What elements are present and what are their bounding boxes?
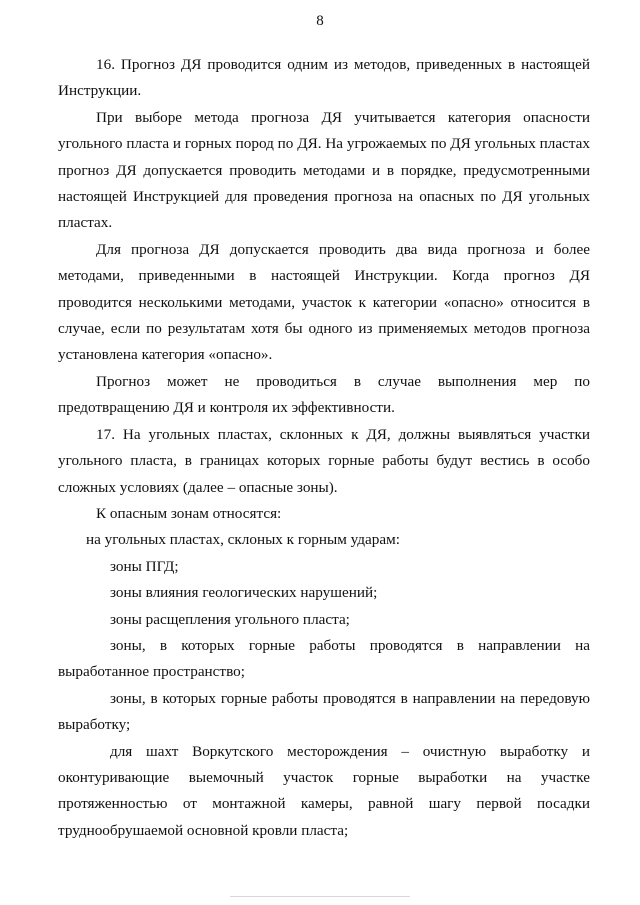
document-body: [58, 52, 590, 844]
bottom-divider: [230, 896, 410, 897]
list-item-pgd-zones: зоны ПГД;: [110, 557, 179, 575]
paragraph-multiple-methods: Для прогноза ДЯ допускается проводить два вида прогноза и более методами, приведенными в настоящей Инструкции. Когда прогноз ДЯ проводится несколькими методами, участок к категории «опасно» относится в случае, если по результатам хотя бы одного из применяемых методов прогноза установлена категория «опасно».: [58, 240, 590, 364]
paragraph-dangerous-zones-intro: К опасным зонам относятся:: [96, 504, 282, 522]
list-item-advance-working: зоны, в которых горные работы проводятся в направлении на передовую выработку;: [58, 689, 590, 734]
paragraph-rockburst-seams: на угольных пластах, склоных к горным ударам:: [86, 531, 400, 549]
list-item-geological-faults: зоны влияния геологических нарушений;: [110, 584, 378, 602]
paragraph-no-forecast: Прогноз может не проводиться в случае выполнения мер по предотвращению ДЯ и контроля их эффективности.: [58, 372, 590, 417]
page-number: 8: [316, 13, 324, 29]
paragraph-16: 16. Прогноз ДЯ проводится одним из методов, приведенных в настоящей Инструкции.: [58, 56, 590, 100]
list-item-vorkuta-mines: для шахт Воркутского месторождения – очистную выработку и оконтуривающие выемочный участок горные выработки на участке протяженностью от монтажной камеры, равной шагу первой посадки труднообрушаемой основной кровли пласта;: [58, 742, 590, 839]
list-item-worked-out-space: зоны, в которых горные работы проводятся в направлении на выработанное пространство;: [58, 636, 590, 681]
paragraph-method-choice: При выборе метода прогноза ДЯ учитывается категория опасности угольного пласта и горных пород по ДЯ. На угрожаемых по ДЯ угольных пластах прогноз ДЯ допускается проводить методами и в порядке, предусмотренными настоящей Инструкцией для проведения прогноза на опасных по ДЯ угольных пластах.: [58, 108, 590, 232]
paragraph-17: 17. На угольных пластах, склонных к ДЯ, должны выявляться участки угольного пласта, в границах которых горные работы будут вестись в особо сложных условиях (далее – опасные зоны).: [58, 425, 590, 496]
list-item-seam-splitting: зоны расщепления угольного пласта;: [110, 610, 350, 628]
